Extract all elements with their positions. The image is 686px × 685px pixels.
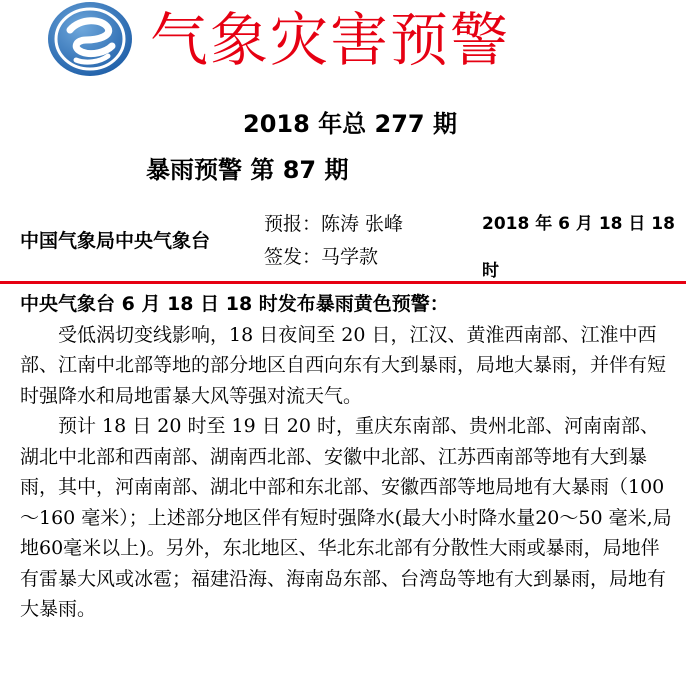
header-divider [0,281,686,284]
issuing-agency: 中国气象局中央气象台 [20,230,211,252]
warning-lead: 中央气象台 6 月 18 日 18 时发布暴雨黄色预警： [20,293,449,315]
issue-number: 2018 年总 277 期 [243,110,457,138]
issue-date: 2018 年 6 月 18 日 18 时 [482,214,675,281]
signature-block [264,208,403,274]
issuer-signer: 签发：马学款 [264,246,379,268]
warning-paragraph-2: 预计 18 日 20 时至 19 日 20 时，重庆东南部、贵州北部、河南南部、湖北中北部和西南部、湖南西北部、安徽中北部、江苏西南部等地有大到暴雨，其中，河南南部、湖北中部和东北部、安徽西部等地局地有大暴雨（100～160 毫米）；上述部分地区伴有短时强降水(最大小时降水量20～50 毫米,局地60毫米以上)。另外，东北地区、华北东北部有分散性大雨或暴雨，局地伴有雷暴大风或冰雹；福建沿海、海南岛东部、台湾岛等地有大到暴雨，局地有大暴雨。 [20,415,672,620]
forecasters: 预报：陈涛 张峰 [264,213,404,235]
cma-logo-icon [46,0,134,78]
report-title: 气象灾害预警 [150,6,511,74]
warning-body [20,289,676,625]
warning-paragraph-1: 受低涡切变线影响，18 日夜间至 20 日，江汉、黄淮西南部、江淮中西部、江南中北部等地的部分地区自西向东有大到暴雨，局地大暴雨，并伴有短时强降水和局地雷暴大风等强对流天气。 [20,323,667,407]
warning-number: 暴雨预警 第 87 期 [146,156,349,184]
